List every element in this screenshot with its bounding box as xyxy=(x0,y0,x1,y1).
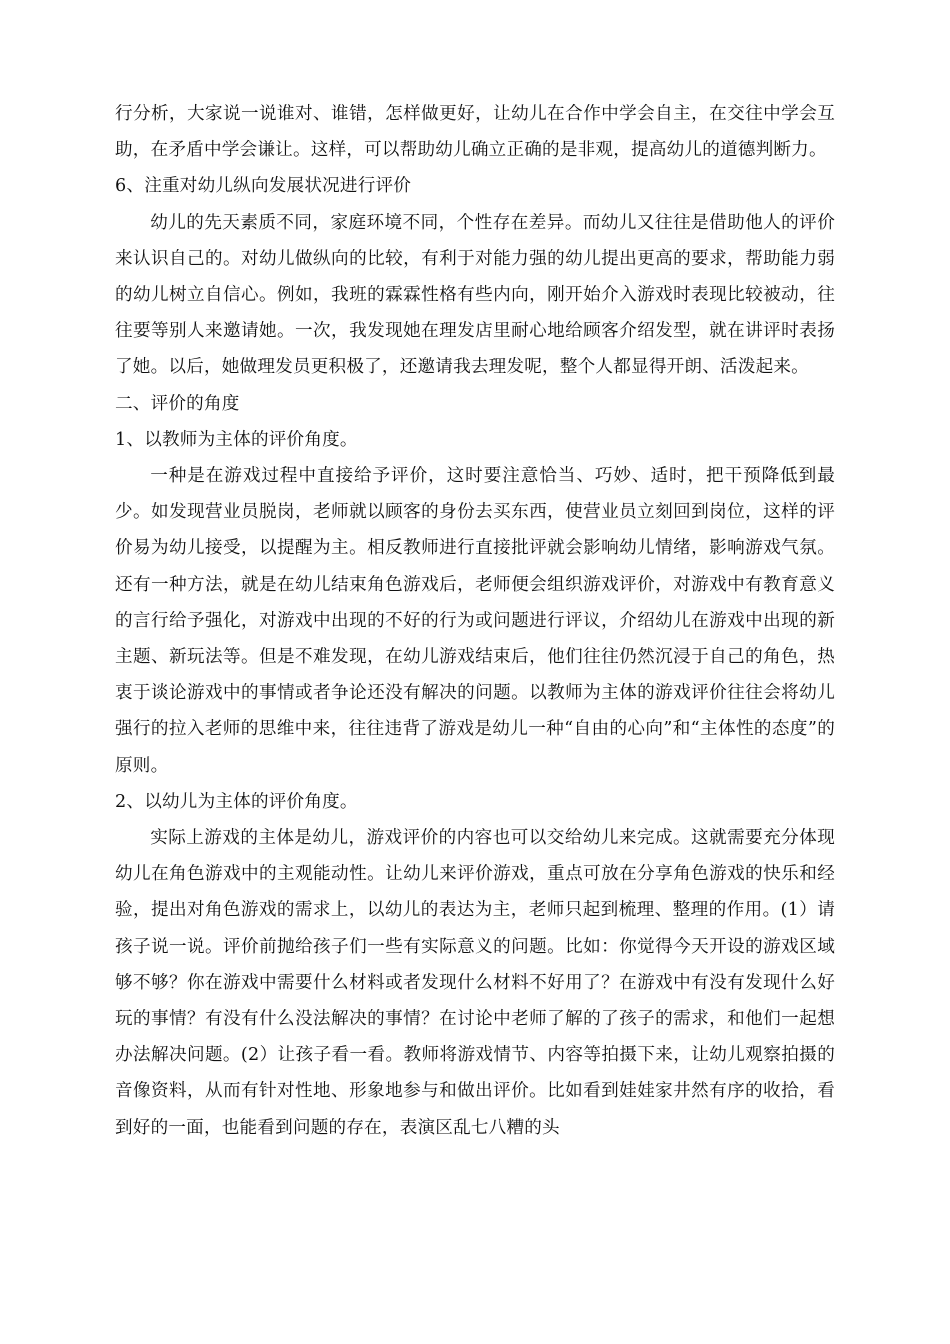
chapter-heading-evaluation-angle: 二、评价的角度 xyxy=(115,393,240,414)
paragraph-vertical-evaluation: 幼儿的先天素质不同，家庭环境不同，个性存在差异。而幼儿又往往是借助他人的评价来认识自己的。对幼儿做纵向的比较，有利于对能力强的幼儿提出更高的要求，帮助能力弱的幼儿树立自信心。例如，我班的霖霖性格有些内向，刚开始介入游戏时表现比较被动，往往要等别人来邀请她。一次，我发现她在理发店里耐心地给顾客介绍发型，就在讲评时表扬了她。以后，她做理发员更积极了，还邀请我去理发呢，整个人都显得开朗、活泼起来。 xyxy=(115,212,835,378)
section-heading-6: 6、注重对幼儿纵向发展状况进行评价 xyxy=(115,176,412,197)
document-body xyxy=(115,96,835,1146)
paragraph-teacher-evaluation: 一种是在游戏过程中直接给予评价，这时要注意恰当、巧妙、适时，把干预降低到最少。如发现营业员脱岗，老师就以顾客的身份去买东西，使营业员立刻回到岗位，这样的评价易为幼儿接受，以提醒为主。相反教师进行直接批评就会影响幼儿情绪，影响游戏气氛。还有一种方法，就是在幼儿结束角色游戏后，老师便会组织游戏评价，对游戏中有教育意义的言行给予强化，对游戏中出现的不好的行为或问题进行评议，介绍幼儿在游戏中出现的新主题、新玩法等。但是不难发现，在幼儿游戏结束后，他们往往仍然沉浸于自己的角色，热衷于谈论游戏中的事情或者争论还没有解决的问题。以教师为主体的游戏评价往往会将幼儿强行的拉入老师的思维中来，往往违背了游戏是幼儿一种“自由的心向”和“主体性的态度”的原则。 xyxy=(115,466,835,776)
section-heading-child-subject: 2、以幼儿为主体的评价角度。 xyxy=(115,791,358,812)
paragraph-continuation: 行分析，大家说一说谁对、谁错，怎样做更好，让幼儿在合作中学会自主，在交往中学会互助，在矛盾中学会谦让。这样，可以帮助幼儿确立正确的是非观，提高幼儿的道德判断力。 xyxy=(115,104,835,161)
paragraph-child-evaluation: 实际上游戏的主体是幼儿，游戏评价的内容也可以交给幼儿来完成。这就需要充分体现幼儿在角色游戏中的主观能动性。让幼儿来评价游戏，重点可放在分享角色游戏的快乐和经验，提出对角色游戏的需求上，以幼儿的表达为主，老师只起到梳理、整理的作用。(1）请孩子说一说。评价前抛给孩子们一些有实际意义的问题。比如：你觉得今天开设的游戏区域够不够？你在游戏中需要什么材料或者发现什么材料不好用了？在游戏中有没有发现什么好玩的事情？有没有什么没法解决的事情？在讨论中老师了解的了孩子的需求，和他们一起想办法解决问题。(2）让孩子看一看。教师将游戏情节、内容等拍摄下来，让幼儿观察拍摄的音像资料，从而有针对性地、形象地参与和做出评价。比如看到娃娃家井然有序的收拾，看到好的一面，也能看到问题的存在，表演区乱七八糟的头 xyxy=(115,828,835,1138)
section-heading-teacher-subject: 1、以教师为主体的评价角度。 xyxy=(115,429,358,450)
